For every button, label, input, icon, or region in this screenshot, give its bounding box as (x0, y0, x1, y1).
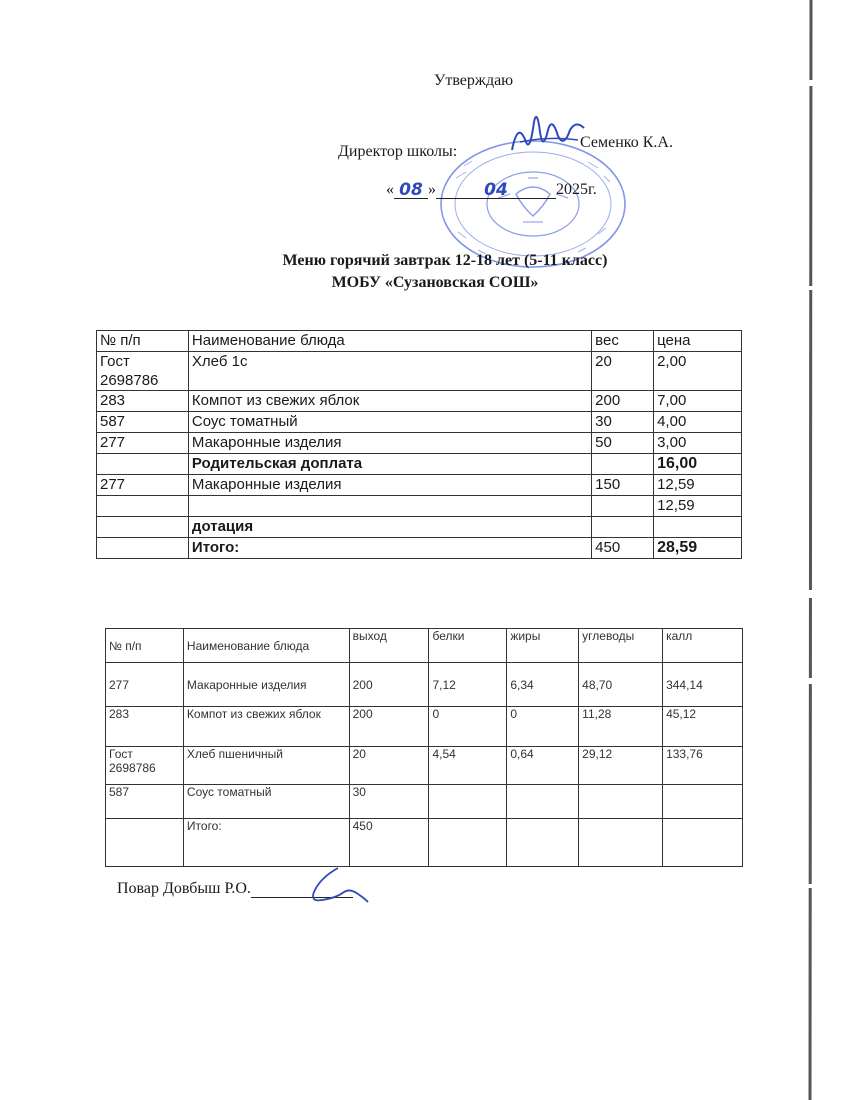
row-num: 277 (97, 475, 189, 496)
table-row (97, 391, 742, 412)
row-weight (592, 496, 654, 517)
row-carbs (579, 785, 663, 819)
row-fat: 0,64 (507, 747, 579, 785)
row-kcal: 133,76 (663, 747, 743, 785)
table-row (106, 747, 743, 785)
nutrition-table (105, 628, 743, 867)
row-carbs: 48,70 (579, 663, 663, 707)
row-price (654, 517, 742, 538)
row-num (106, 819, 184, 867)
date-month: 04 (484, 180, 508, 200)
scan-edge (806, 0, 816, 1100)
date-day: 08 (399, 180, 423, 200)
row-dish: Хлеб пшеничный (183, 747, 349, 785)
row-weight: 200 (592, 391, 654, 412)
row-dish: Макаронные изделия (188, 433, 591, 454)
row-price: 16,00 (654, 454, 742, 475)
row-protein: 7,12 (429, 663, 507, 707)
table-row (106, 707, 743, 747)
header-dish: Наименование блюда (188, 331, 591, 352)
row-yield: 200 (349, 663, 429, 707)
header-dish: Наименование блюда (183, 629, 349, 663)
school-name: МОБУ «Сузановская СОШ» (331, 274, 539, 291)
row-num: 277 (106, 663, 184, 707)
header-protein: белки (429, 629, 507, 663)
header-carbs: углеводы (579, 629, 663, 663)
row-num (97, 517, 189, 538)
table-row-total (106, 819, 743, 867)
row-fat (507, 785, 579, 819)
row-num: Гост 2698786 (106, 747, 184, 785)
row-yield: 450 (349, 819, 429, 867)
table-header-row (97, 331, 742, 352)
table-row (97, 496, 742, 517)
row-protein: 4,54 (429, 747, 507, 785)
row-weight: 150 (592, 475, 654, 496)
row-num (97, 496, 189, 517)
row-carbs: 29,12 (579, 747, 663, 785)
row-dish: Макаронные изделия (188, 475, 591, 496)
row-num: 587 (97, 412, 189, 433)
row-protein: 0 (429, 707, 507, 747)
row-num (97, 454, 189, 475)
row-yield: 200 (349, 707, 429, 747)
row-dish: Соус томатный (183, 785, 349, 819)
header-kcal: калл (663, 629, 743, 663)
table-row (106, 663, 743, 707)
header-price: цена (654, 331, 742, 352)
cook-label: Повар Довбыш Р.О. (117, 880, 251, 897)
row-dish: Компот из свежих яблок (188, 391, 591, 412)
row-weight (592, 454, 654, 475)
row-carbs: 11,28 (579, 707, 663, 747)
table-row (97, 412, 742, 433)
header-num: № п/п (106, 629, 184, 663)
table-row (97, 517, 742, 538)
table-header-row (106, 629, 743, 663)
row-kcal (663, 819, 743, 867)
director-signature (500, 108, 590, 168)
row-fat (507, 819, 579, 867)
row-dish: дотация (188, 517, 591, 538)
row-num: Гост 2698786 (97, 352, 189, 391)
date-open-quote: « (386, 181, 394, 198)
director-name: Семенко К.А. (580, 134, 673, 151)
table-row (97, 352, 742, 391)
row-num: 277 (97, 433, 189, 454)
menu-price-table (96, 330, 742, 559)
row-price: 2,00 (654, 352, 742, 391)
row-price: 7,00 (654, 391, 742, 412)
row-carbs (579, 819, 663, 867)
row-num: 587 (106, 785, 184, 819)
row-num: 283 (106, 707, 184, 747)
approval-date (386, 180, 597, 199)
row-dish: Макаронные изделия (183, 663, 349, 707)
approve-label: Утверждаю (434, 72, 514, 89)
row-kcal: 344,14 (663, 663, 743, 707)
row-num (97, 538, 189, 559)
menu-title: Меню горячий завтрак 12-18 лет (5-11 класс) (282, 252, 608, 269)
row-dish: Итого: (188, 538, 591, 559)
row-weight: 30 (592, 412, 654, 433)
row-price: 4,00 (654, 412, 742, 433)
row-price: 12,59 (654, 496, 742, 517)
table-row-total (97, 538, 742, 559)
row-dish: Хлеб 1с (188, 352, 591, 391)
table-row (106, 785, 743, 819)
row-num: 283 (97, 391, 189, 412)
row-fat: 0 (507, 707, 579, 747)
table-row (97, 454, 742, 475)
row-weight: 450 (592, 538, 654, 559)
row-dish: Компот из свежих яблок (183, 707, 349, 747)
header-yield: выход (349, 629, 429, 663)
row-protein (429, 819, 507, 867)
header-weight: вес (592, 331, 654, 352)
row-weight (592, 517, 654, 538)
row-dish: Итого: (183, 819, 349, 867)
row-dish: Родительская доплата (188, 454, 591, 475)
date-close-quote: » (428, 181, 436, 198)
cook-signature (300, 862, 370, 906)
row-weight: 50 (592, 433, 654, 454)
row-kcal (663, 785, 743, 819)
row-price: 28,59 (654, 538, 742, 559)
row-kcal: 45,12 (663, 707, 743, 747)
row-dish (188, 496, 591, 517)
table-row (97, 433, 742, 454)
row-dish: Соус томатный (188, 412, 591, 433)
row-price: 12,59 (654, 475, 742, 496)
director-label: Директор школы: (338, 143, 458, 160)
row-protein (429, 785, 507, 819)
row-price: 3,00 (654, 433, 742, 454)
date-year: 2025г. (556, 181, 597, 198)
header-fat: жиры (507, 629, 579, 663)
table-row (97, 475, 742, 496)
row-yield: 20 (349, 747, 429, 785)
row-yield: 30 (349, 785, 429, 819)
header-num: № п/п (97, 331, 189, 352)
row-weight: 20 (592, 352, 654, 391)
row-fat: 6,34 (507, 663, 579, 707)
